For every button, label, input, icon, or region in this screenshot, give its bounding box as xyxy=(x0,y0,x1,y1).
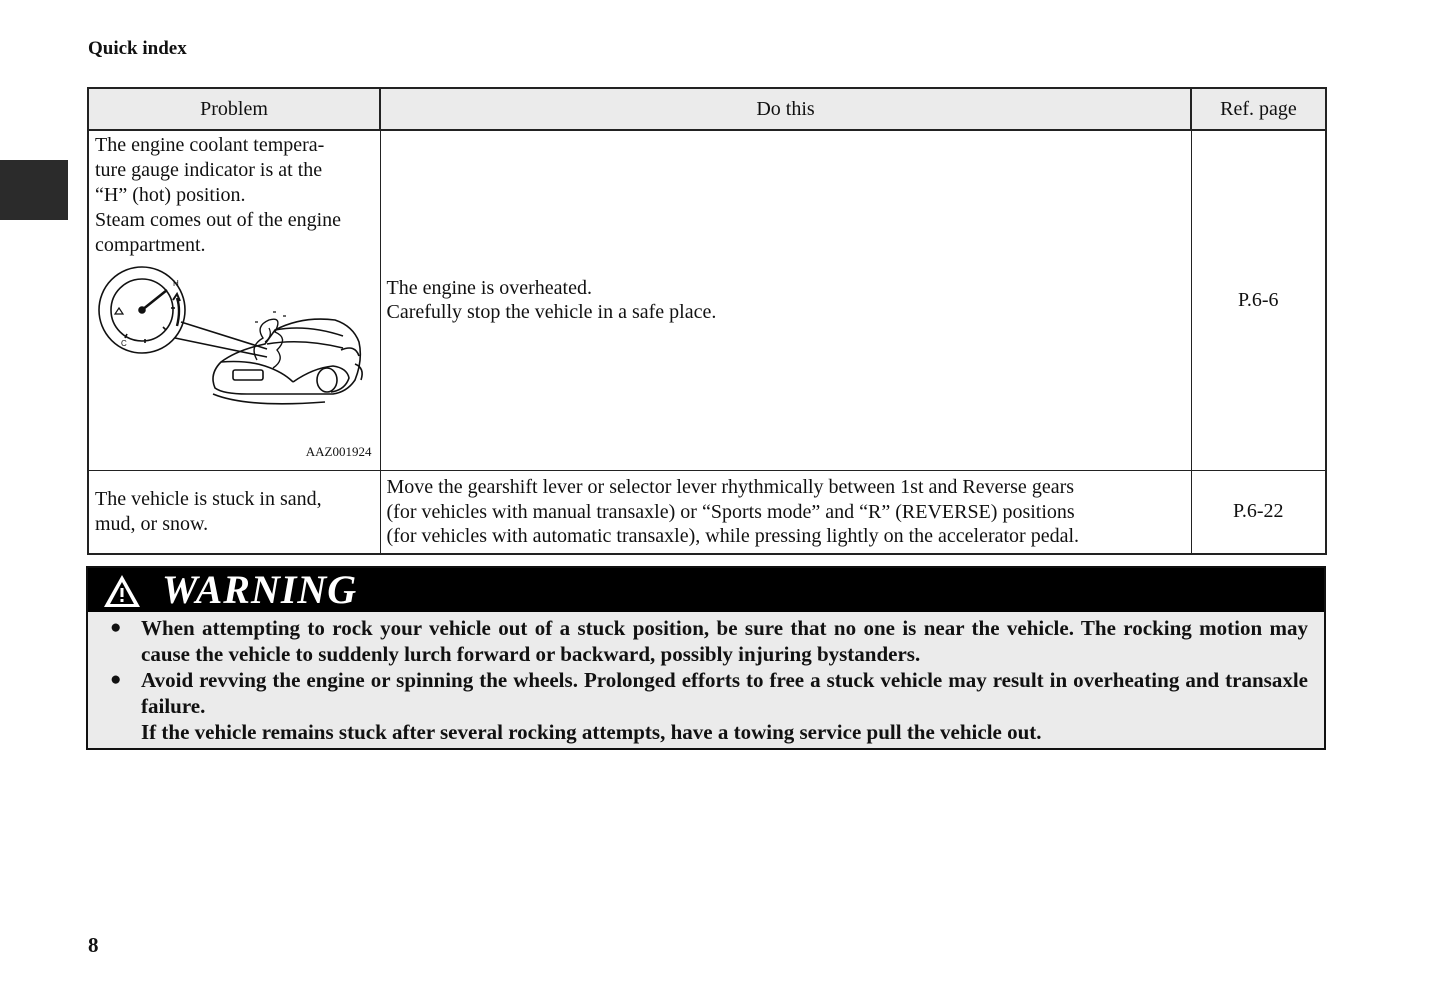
ref-page-cell: P.6-22 xyxy=(1191,470,1326,554)
table-row xyxy=(88,470,1326,554)
ref-page-cell: P.6-6 xyxy=(1191,130,1326,470)
problem-line: The engine coolant tempera- xyxy=(95,134,325,156)
problem-line: mud, or snow. xyxy=(95,512,209,535)
warning-item xyxy=(110,615,1308,667)
chapter-tab-marker xyxy=(0,160,68,220)
do-this-cell xyxy=(380,470,1191,554)
bullet-icon: ● xyxy=(110,669,122,690)
do-this-line: Move the gearshift lever or selector lever rhythmically between 1st and Reverse gears xyxy=(386,476,1075,498)
problem-cell xyxy=(88,470,380,554)
problem-cell xyxy=(88,130,380,470)
table-row xyxy=(88,130,1326,470)
problem-line: ture gauge indicator is at the xyxy=(95,159,323,181)
column-header-problem: Problem xyxy=(88,88,380,130)
warning-item xyxy=(110,667,1308,719)
warning-triangle-icon xyxy=(102,573,142,609)
warning-follow-up-text: If the vehicle remains stuck after several rocking attempts, have a towing service pull the vehicle out. xyxy=(141,720,1042,744)
do-this-line: (for vehicles with manual transaxle) or “Sports mode” and “R” (REVERSE) positions xyxy=(386,500,1075,523)
column-header-ref-page: Ref. page xyxy=(1191,88,1326,130)
page-number: 8 xyxy=(88,933,99,957)
illustration-code: AAZ001924 xyxy=(305,443,372,459)
warning-title: WARNING xyxy=(162,567,358,612)
warning-item-text: When attempting to rock your vehicle out of a stuck position, be sure that no one is near the vehicle. The rocking motion may cause the vehicle to suddenly lurch forward or backward, possibly injuring bystanders. xyxy=(141,616,1308,666)
do-this-line: The engine is overheated. xyxy=(386,276,592,299)
quick-index-table xyxy=(87,87,1327,555)
problem-line: compartment. xyxy=(95,234,206,256)
bullet-icon: ● xyxy=(110,617,122,638)
do-this-cell xyxy=(380,130,1191,470)
table-header-row xyxy=(88,88,1326,130)
warning-item-text: Avoid revving the engine or spinning the wheels. Prolonged efforts to free a stuck vehicle may result in overheating and transaxle failure. xyxy=(141,668,1308,718)
warning-box xyxy=(86,566,1326,750)
svg-text:C: C xyxy=(121,339,127,348)
overheating-car-illustration xyxy=(97,264,369,434)
do-this-line: (for vehicles with automatic transaxle), while pressing lightly on the accelerator pedal. xyxy=(386,525,1080,547)
problem-line: “H” (hot) position. xyxy=(95,184,246,206)
svg-text:H: H xyxy=(173,279,179,288)
column-header-do-this: Do this xyxy=(380,88,1191,130)
warning-header xyxy=(88,568,1324,612)
do-this-line: Carefully stop the vehicle in a safe place. xyxy=(386,301,717,324)
problem-line: The vehicle is stuck in sand, xyxy=(95,487,322,510)
problem-line: Steam comes out of the engine xyxy=(95,209,342,231)
warning-follow-up xyxy=(110,719,1308,745)
section-title: Quick index xyxy=(88,38,187,59)
